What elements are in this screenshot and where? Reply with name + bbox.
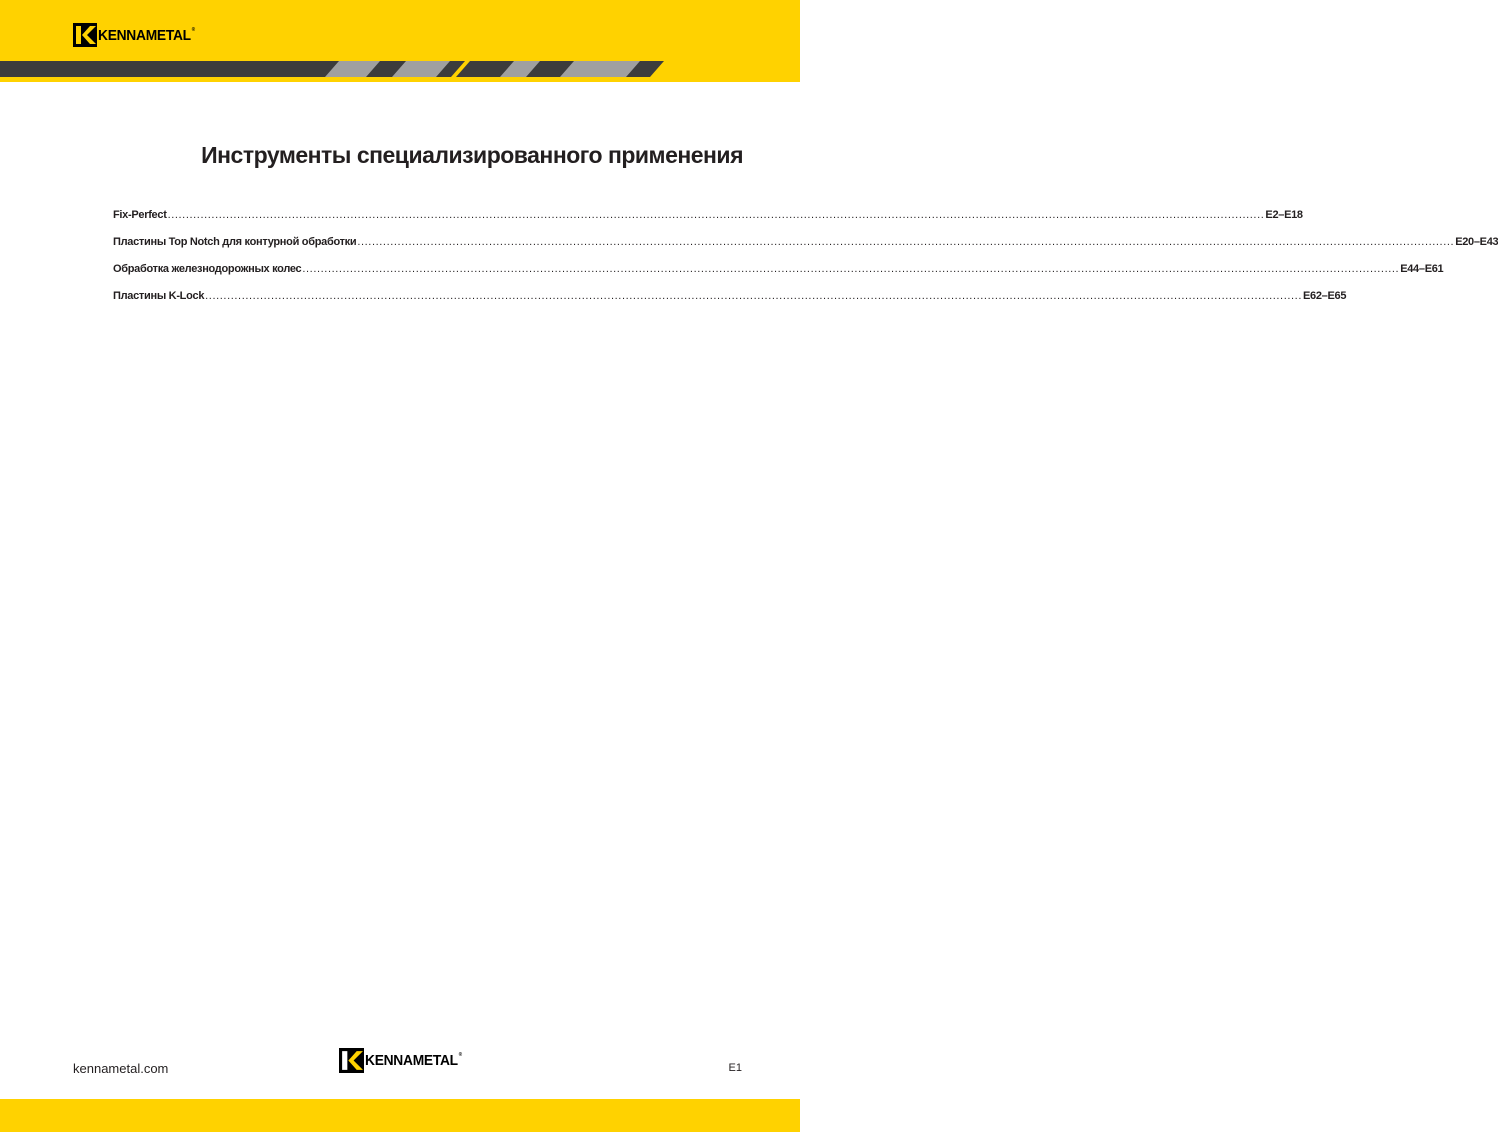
stripe-pattern	[0, 61, 800, 77]
toc-row[interactable]	[113, 236, 1498, 263]
toc-row[interactable]	[113, 290, 1347, 317]
footer-url[interactable]: kennametal.com	[73, 1061, 169, 1076]
toc-label: Fix-Perfect	[113, 209, 167, 221]
toc-leader-dots: ............................................................................................................................................................................................................................................................................................................	[205, 290, 1302, 302]
footer-logo-text: KENNAMETAL®	[365, 1052, 462, 1069]
toc-pages: E20–E43	[1455, 236, 1498, 248]
toc-leader-dots: ............................................................................................................................................................................................................................................................................................................	[167, 209, 1265, 221]
toc-pages: E44–E61	[1400, 263, 1444, 275]
header-yellow-line	[0, 77, 800, 82]
toc-leader-dots: ............................................................................................................................................................................................................................................................................................................	[357, 236, 1455, 248]
header-stripe-band	[0, 61, 800, 77]
toc-row[interactable]	[113, 209, 1303, 236]
page-title: Инструменты специализированного применения	[201, 142, 743, 168]
toc-leader-dots: ............................................................................................................................................................................................................................................................................................................	[302, 263, 1400, 275]
toc-pages: E62–E65	[1303, 290, 1347, 302]
header-logo	[73, 23, 203, 47]
toc-pages: E2–E18	[1265, 209, 1303, 221]
kennametal-k-icon	[339, 1048, 364, 1073]
toc-label: Пластины K-Lock	[113, 290, 205, 302]
toc-label: Пластины Top Notch для контурной обработки	[113, 236, 357, 248]
header-logo-text: KENNAMETAL®	[98, 26, 195, 44]
footer-band	[0, 1099, 800, 1132]
page-number: E1	[728, 1062, 742, 1074]
toc-label: Обработка железнодорожных колес	[113, 263, 302, 275]
kennametal-k-icon	[73, 23, 97, 47]
footer-logo	[339, 1048, 470, 1073]
toc-row[interactable]	[113, 263, 1444, 290]
table-of-contents	[113, 209, 1498, 317]
